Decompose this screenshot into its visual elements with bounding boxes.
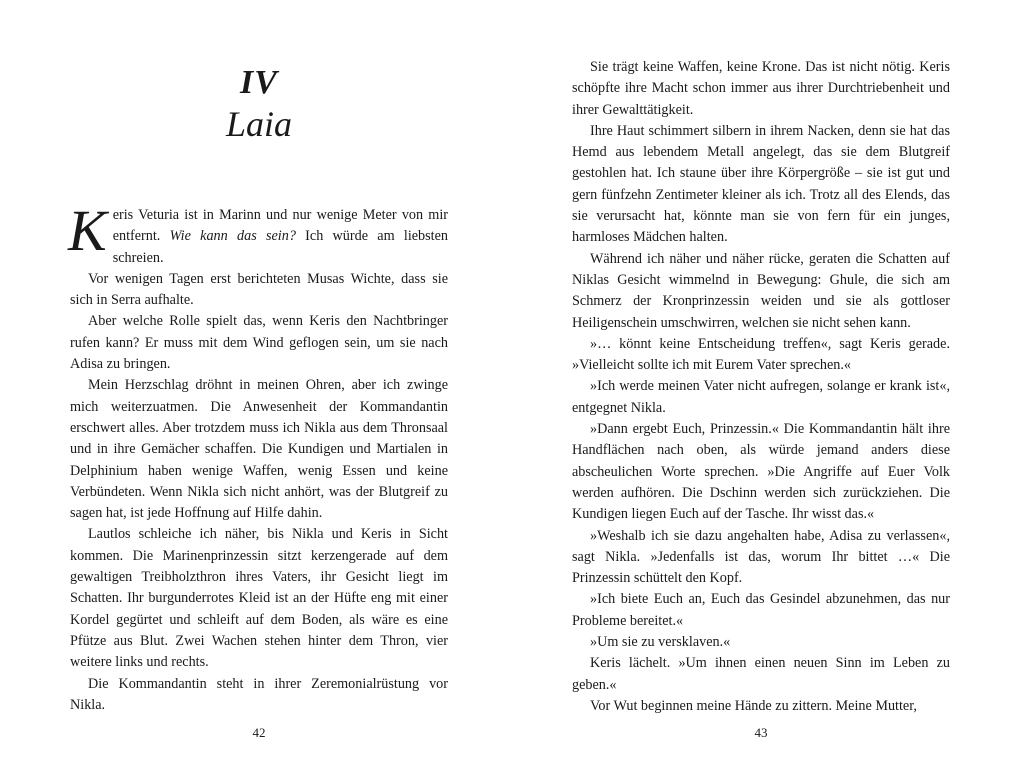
chapter-number: IV <box>240 64 278 101</box>
paragraph: Keris lächelt. »Um ihnen einen neuen Sinn im Leben zu geben.« <box>572 655 950 693</box>
paragraph: Ihre Haut schimmert silbern in ihrem Nacken, denn sie hat das Hemd aus lebendem Metall angelegt, das sie dem Blutgreif gestohlen hat. Ich staune über ihre Körpergröße – sie ist gut und gern fünfzehn Zentimeter kleiner als ich. Trotz all des Elends, das sie verursacht hat, könnte man sie von fern für ein junges, harmloses Mädchen halten. <box>572 122 950 246</box>
paragraph: Lautlos schleiche ich näher, bis Nikla und Keris in Sicht kommen. Die Marinenprinzessin sitzt kerzengerade auf dem gewaltigen Treibholzthron ihres Vaters, ihr Gesicht liegt im Schatten. Ihr burgunderrotes Kleid ist an der Hüfte eng mit einer Kordel gegürtet und schleift auf dem Boden, als wäre es eine Pfütze aus Blut. Zwei Wachen stehen hinter dem Thron, vier weitere links und rechts. <box>70 526 448 671</box>
right-page-text <box>572 57 950 717</box>
page-number: 43 <box>754 725 768 740</box>
paragraph: »Dann ergebt Euch, Prinzessin.« Die Kommandantin hält ihre Handflächen nach oben, als würde jemand anders diese abscheulichen Worte sprechen. »Die Angriffe auf Euer Volk werden aufhören. Die Dschinn werden sich zurückziehen. Die Kundigen liegen Euch auf der Tasche. Ihr wisst das.« <box>572 421 950 523</box>
drop-cap: K <box>68 198 107 263</box>
left-page-text <box>68 198 448 716</box>
page-number: 42 <box>252 725 266 740</box>
right-page <box>572 0 950 779</box>
paragraph: Mein Herzschlag dröhnt in meinen Ohren, aber ich zwinge mich weiterzuatmen. Die Anwesenheit der Kommandantin erschwert alles. Aber trotzdem muss ich Nikla aus dem Thronsaal und in ihre Gemächer schaffen. Die Kundigen und Martialen in Delphinium haben wenige Waffen, wenig Essen und keine Verbündeten. Wenn Nikla sich nicht anhört, was der Blutgreif zu sagen hat, ist jede Hoffnung auf Hilfe dahin. <box>70 377 448 522</box>
paragraph: »Um sie zu versklaven.« <box>590 634 731 651</box>
italic-phrase: Wie kann das sein? <box>169 228 296 245</box>
left-page <box>70 0 448 779</box>
paragraph: »… könnt keine Entscheidung treffen«, sagt Keris gerade. »Vielleicht sollte ich mit Eurem Vater sprechen.« <box>572 335 950 374</box>
paragraph-text: eris Veturia ist in Marinn und nur wenige Meter von mir entfernt. <box>112 207 448 245</box>
paragraph: »Ich biete Euch an, Euch das Gesindel abzunehmen, das nur Probleme bereitet.« <box>572 591 950 629</box>
paragraph-text: Ich würde am liebsten schreien. <box>112 228 448 266</box>
paragraph: Sie trägt keine Waffen, keine Krone. Das ist nicht nötig. Keris schöpfte ihre Macht schon immer aus ihrer Durchtriebenheit und ihrer Gewalttätigkeit. <box>572 59 950 118</box>
paragraph: Vor Wut beginnen meine Hände zu zittern. Meine Mutter, <box>590 697 917 714</box>
paragraph <box>68 198 448 269</box>
paragraph: Die Kommandantin steht in ihrer Zeremonialrüstung vor Nikla. <box>70 675 448 713</box>
chapter-title: Laia <box>225 104 293 144</box>
paragraph: Während ich näher und näher rücke, geraten die Schatten auf Niklas Gesicht wimmelnd in Bewegung: Ghule, die sich am Schmerz der Kronprinzessin weiden und sie als gottloser Heiligenschein umschwirren, welchen sie nicht sehen kann. <box>572 250 950 331</box>
paragraph: Vor wenigen Tagen erst berichteten Musas Wichte, dass sie sich in Serra aufhalte. <box>70 270 448 309</box>
paragraph: »Ich werde meinen Vater nicht aufregen, solange er krank ist«, entgegnet Nikla. <box>572 378 950 416</box>
paragraph: »Weshalb ich sie dazu angehalten habe, Adisa zu verlassen«, sagt Nikla. »Jedenfalls ist das, worum Ihr bittet …« Die Prinzessin schüttelt den Kopf. <box>572 527 950 587</box>
paragraph: Aber welche Rolle spielt das, wenn Keris den Nachtbringer rufen kann? Er muss mit dem Wind geflogen sein, um sie nach Adisa zu bringen. <box>70 313 448 373</box>
